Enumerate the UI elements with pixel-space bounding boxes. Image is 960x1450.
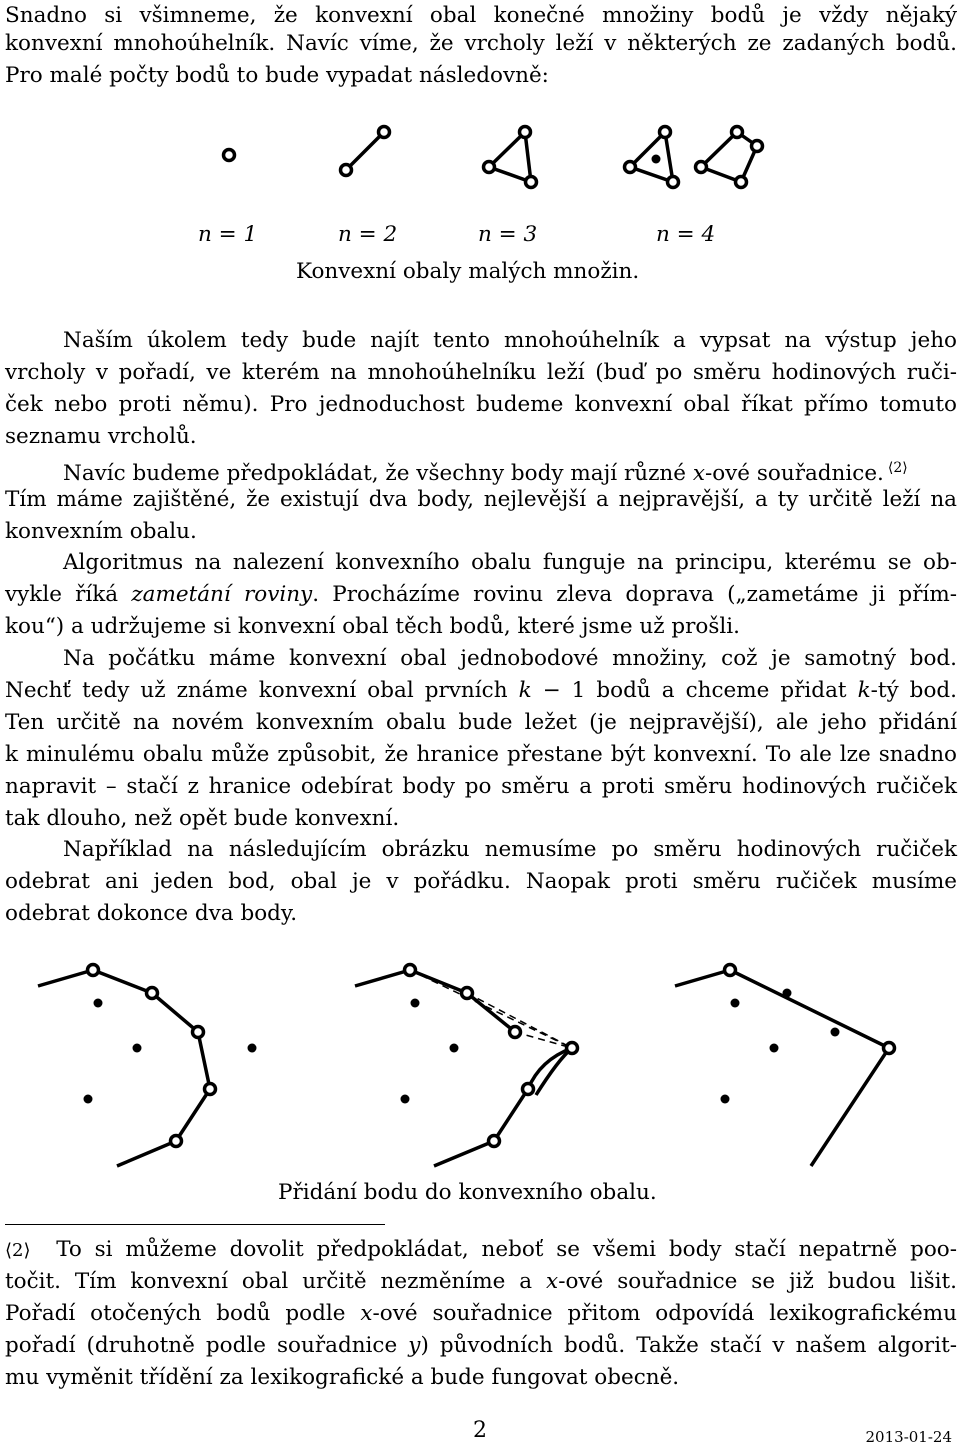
hull-vertex (205, 1084, 216, 1095)
hull-vertex (526, 177, 537, 188)
hull-edge (489, 132, 531, 182)
math-var-x: x (546, 1269, 559, 1294)
hull-vertex (379, 127, 390, 138)
footnote-rule (5, 1224, 385, 1225)
paragraph-6-line-1: Například na následujícím obrázku nemusíme po směru hodinových ručiček (63, 837, 957, 862)
hull-vertex (884, 1043, 895, 1054)
paragraph-5-line-6: tak dlouho, než opět bude konvexní. (5, 806, 400, 831)
hull-edge (630, 132, 673, 182)
text-run: -ové souřadnice se již budou lišit. (558, 1269, 957, 1294)
math-var-k: k (518, 678, 532, 703)
dashed-edge (410, 970, 572, 1048)
footnote-line-2 (5, 1266, 957, 1298)
new-point (248, 1044, 257, 1053)
hull-vertex (725, 965, 736, 976)
label-n4: n = 4 (656, 222, 716, 247)
paragraph-2-line-1: Naším úkolem tedy bude najít tento mnohoúhelník a vypsat na výstup jeho (63, 328, 957, 353)
emphasis-term: zametání roviny (131, 582, 313, 607)
figure-1-caption: Konvexní obaly malých množin. (296, 259, 640, 284)
hull-vertex (696, 162, 707, 173)
footnote-line-4 (5, 1330, 957, 1362)
text-run: Navíc budeme předpokládat, že všechny body mají různé (63, 461, 693, 487)
interior-point (721, 1095, 730, 1104)
hull-vertex (625, 162, 636, 173)
hull-vertex (510, 1027, 521, 1038)
text-run: To si můžeme dovolit předpokládat, neboť se všemi body stačí nepatrně poo- (56, 1237, 957, 1262)
interior-point (133, 1044, 142, 1053)
hull-vertex (489, 1136, 500, 1147)
interior-point (831, 1028, 840, 1037)
label-n3: n = 3 (478, 222, 538, 247)
interior-point (401, 1095, 410, 1104)
math-var-k: k (857, 678, 871, 703)
hull-vertex (732, 127, 743, 138)
interior-point (652, 155, 661, 164)
text-run: Pořadí otočených bodů podle (5, 1301, 361, 1326)
math-var-y: y (408, 1333, 421, 1358)
hull-vertex (484, 162, 495, 173)
interior-point (94, 999, 103, 1008)
paragraph-1-line-1: Snadno si všimneme, že konvexní obal konečné množiny bodů je vždy nějaký (5, 3, 957, 28)
hull-vertex (462, 988, 473, 999)
hull-boundary-right (355, 970, 515, 1032)
hull-boundary-result (675, 970, 889, 1166)
figure-hull-insertion (0, 950, 960, 1180)
hull-vertex (341, 165, 352, 176)
text-run: vykle říká (5, 582, 132, 607)
figure-2-caption: Přidání bodu do konvexního obalu. (278, 1180, 657, 1205)
hull-vertex (147, 988, 158, 999)
paragraph-2-line-4: seznamu vrcholů. (5, 424, 197, 449)
hull-vertex (405, 965, 416, 976)
footnote-mark: ⟨2⟩ (5, 1240, 31, 1261)
interior-point (731, 999, 740, 1008)
hull-vertex (193, 1027, 204, 1038)
paragraph-5-line-5: napravit – stačí z hranice odebírat body po směru a proti směru hodinových ručiček (5, 774, 957, 799)
footnote-ref[interactable]: ⟨2⟩ (887, 460, 908, 476)
paragraph-2-line-3: ček nebo proti němu). Pro jednoduchost budeme konvexní obal říkat přímo tomuto (5, 392, 957, 417)
paragraph-5-line-2 (5, 675, 957, 707)
hull-boundary-right (434, 1089, 528, 1166)
hull-vertex (668, 177, 679, 188)
footnote-line-3 (5, 1298, 957, 1330)
hull-vertex (88, 965, 99, 976)
hull-vertex (736, 177, 747, 188)
interior-point (84, 1095, 93, 1104)
hull-vertex (520, 127, 531, 138)
hull-edge (701, 132, 757, 182)
text-run: -ové souřadnice. (704, 461, 884, 487)
interior-point (783, 989, 792, 998)
text-run: . Procházíme rovinu zleva doprava („zametáme ji přím- (312, 582, 957, 607)
math-var-x: x (360, 1301, 373, 1326)
paragraph-6-line-2: odebrat ani jeden bod, obal je v pořádku. Naopak proti směru ručiček musíme (5, 869, 957, 894)
text-run: -ové souřadnice přitom odpovídá lexikografickému (372, 1301, 958, 1326)
text-run: pořadí (druhotně podle souřadnice (5, 1333, 409, 1358)
dashed-edge (467, 993, 572, 1048)
paragraph-6-line-3: odebrat dokonce dva body. (5, 901, 298, 926)
hull-vertex (660, 127, 671, 138)
hull-vertex (523, 1084, 534, 1095)
paragraph-3-line-3: konvexním obalu. (5, 519, 197, 544)
text-run: točit. Tím konvexní obal určitě nezměníme a (5, 1269, 547, 1294)
interior-point (411, 999, 420, 1008)
figure-small-hulls (0, 110, 960, 320)
paragraph-1-line-2: konvexní mnohoúhelník. Navíc víme, že vrcholy leží v některých ze zadaných bodů. (5, 31, 957, 56)
hull-vertex (752, 141, 763, 152)
footnote-line-5: mu vyměnit třídění za lexikografické a bude fungovat obecně. (5, 1365, 680, 1390)
text-run: ) původních bodů. Takže stačí v našem algorit- (420, 1333, 957, 1358)
text-run: -tý bod. (870, 678, 957, 703)
paragraph-4-line-3: kou“) a udržujeme si konvexní obal těch bodů, které jsme už prošli. (5, 614, 740, 639)
paragraph-4-line-1: Algoritmus na nalezení konvexního obalu funguje na principu, kterému se ob- (63, 550, 957, 575)
paragraph-5-line-1: Na počátku máme konvexní obal jednobodové množiny, což je samotný bod. (63, 646, 957, 671)
paragraph-5-line-3: Ten určitě na novém konvexním obalu bude ležet (je nejpravější), ale jeho přidání (5, 710, 957, 735)
hull-edge (346, 132, 384, 170)
page-number: 2 (473, 1418, 487, 1443)
paragraph-5-line-4: k minulému obalu může způsobit, že hranice přestane být konvexní. To ale lze snadno (5, 742, 957, 767)
hull-vertex (171, 1136, 182, 1147)
hull-vertex (224, 150, 235, 161)
hull-vertex (567, 1043, 578, 1054)
label-n1: n = 1 (198, 222, 258, 247)
math-var-x: x (692, 461, 705, 487)
text-run: − 1 bodů a chceme přidat (531, 678, 858, 703)
text-run: Nechť tedy už známe konvexní obal prvních (5, 678, 519, 703)
paragraph-2-line-2: vrcholy v pořadí, ve kterém na mnohoúhelníku leží (buď po směru hodinových ruči- (5, 360, 957, 385)
interior-point (770, 1044, 779, 1053)
interior-point (450, 1044, 459, 1053)
footnote-line-1 (5, 1234, 957, 1267)
paragraph-1-line-3: Pro malé počty bodů to bude vypadat následovně: (5, 63, 549, 88)
paragraph-3-line-2: Tím máme zajištěné, že existují dva body, nejlevější a nejpravější, a ty určitě leží na (5, 487, 957, 512)
paragraph-4-line-2 (5, 579, 957, 611)
label-n2: n = 2 (338, 222, 398, 247)
footer-date: 2013-01-24 (865, 1428, 952, 1446)
hull-boundary-left (38, 970, 210, 1166)
